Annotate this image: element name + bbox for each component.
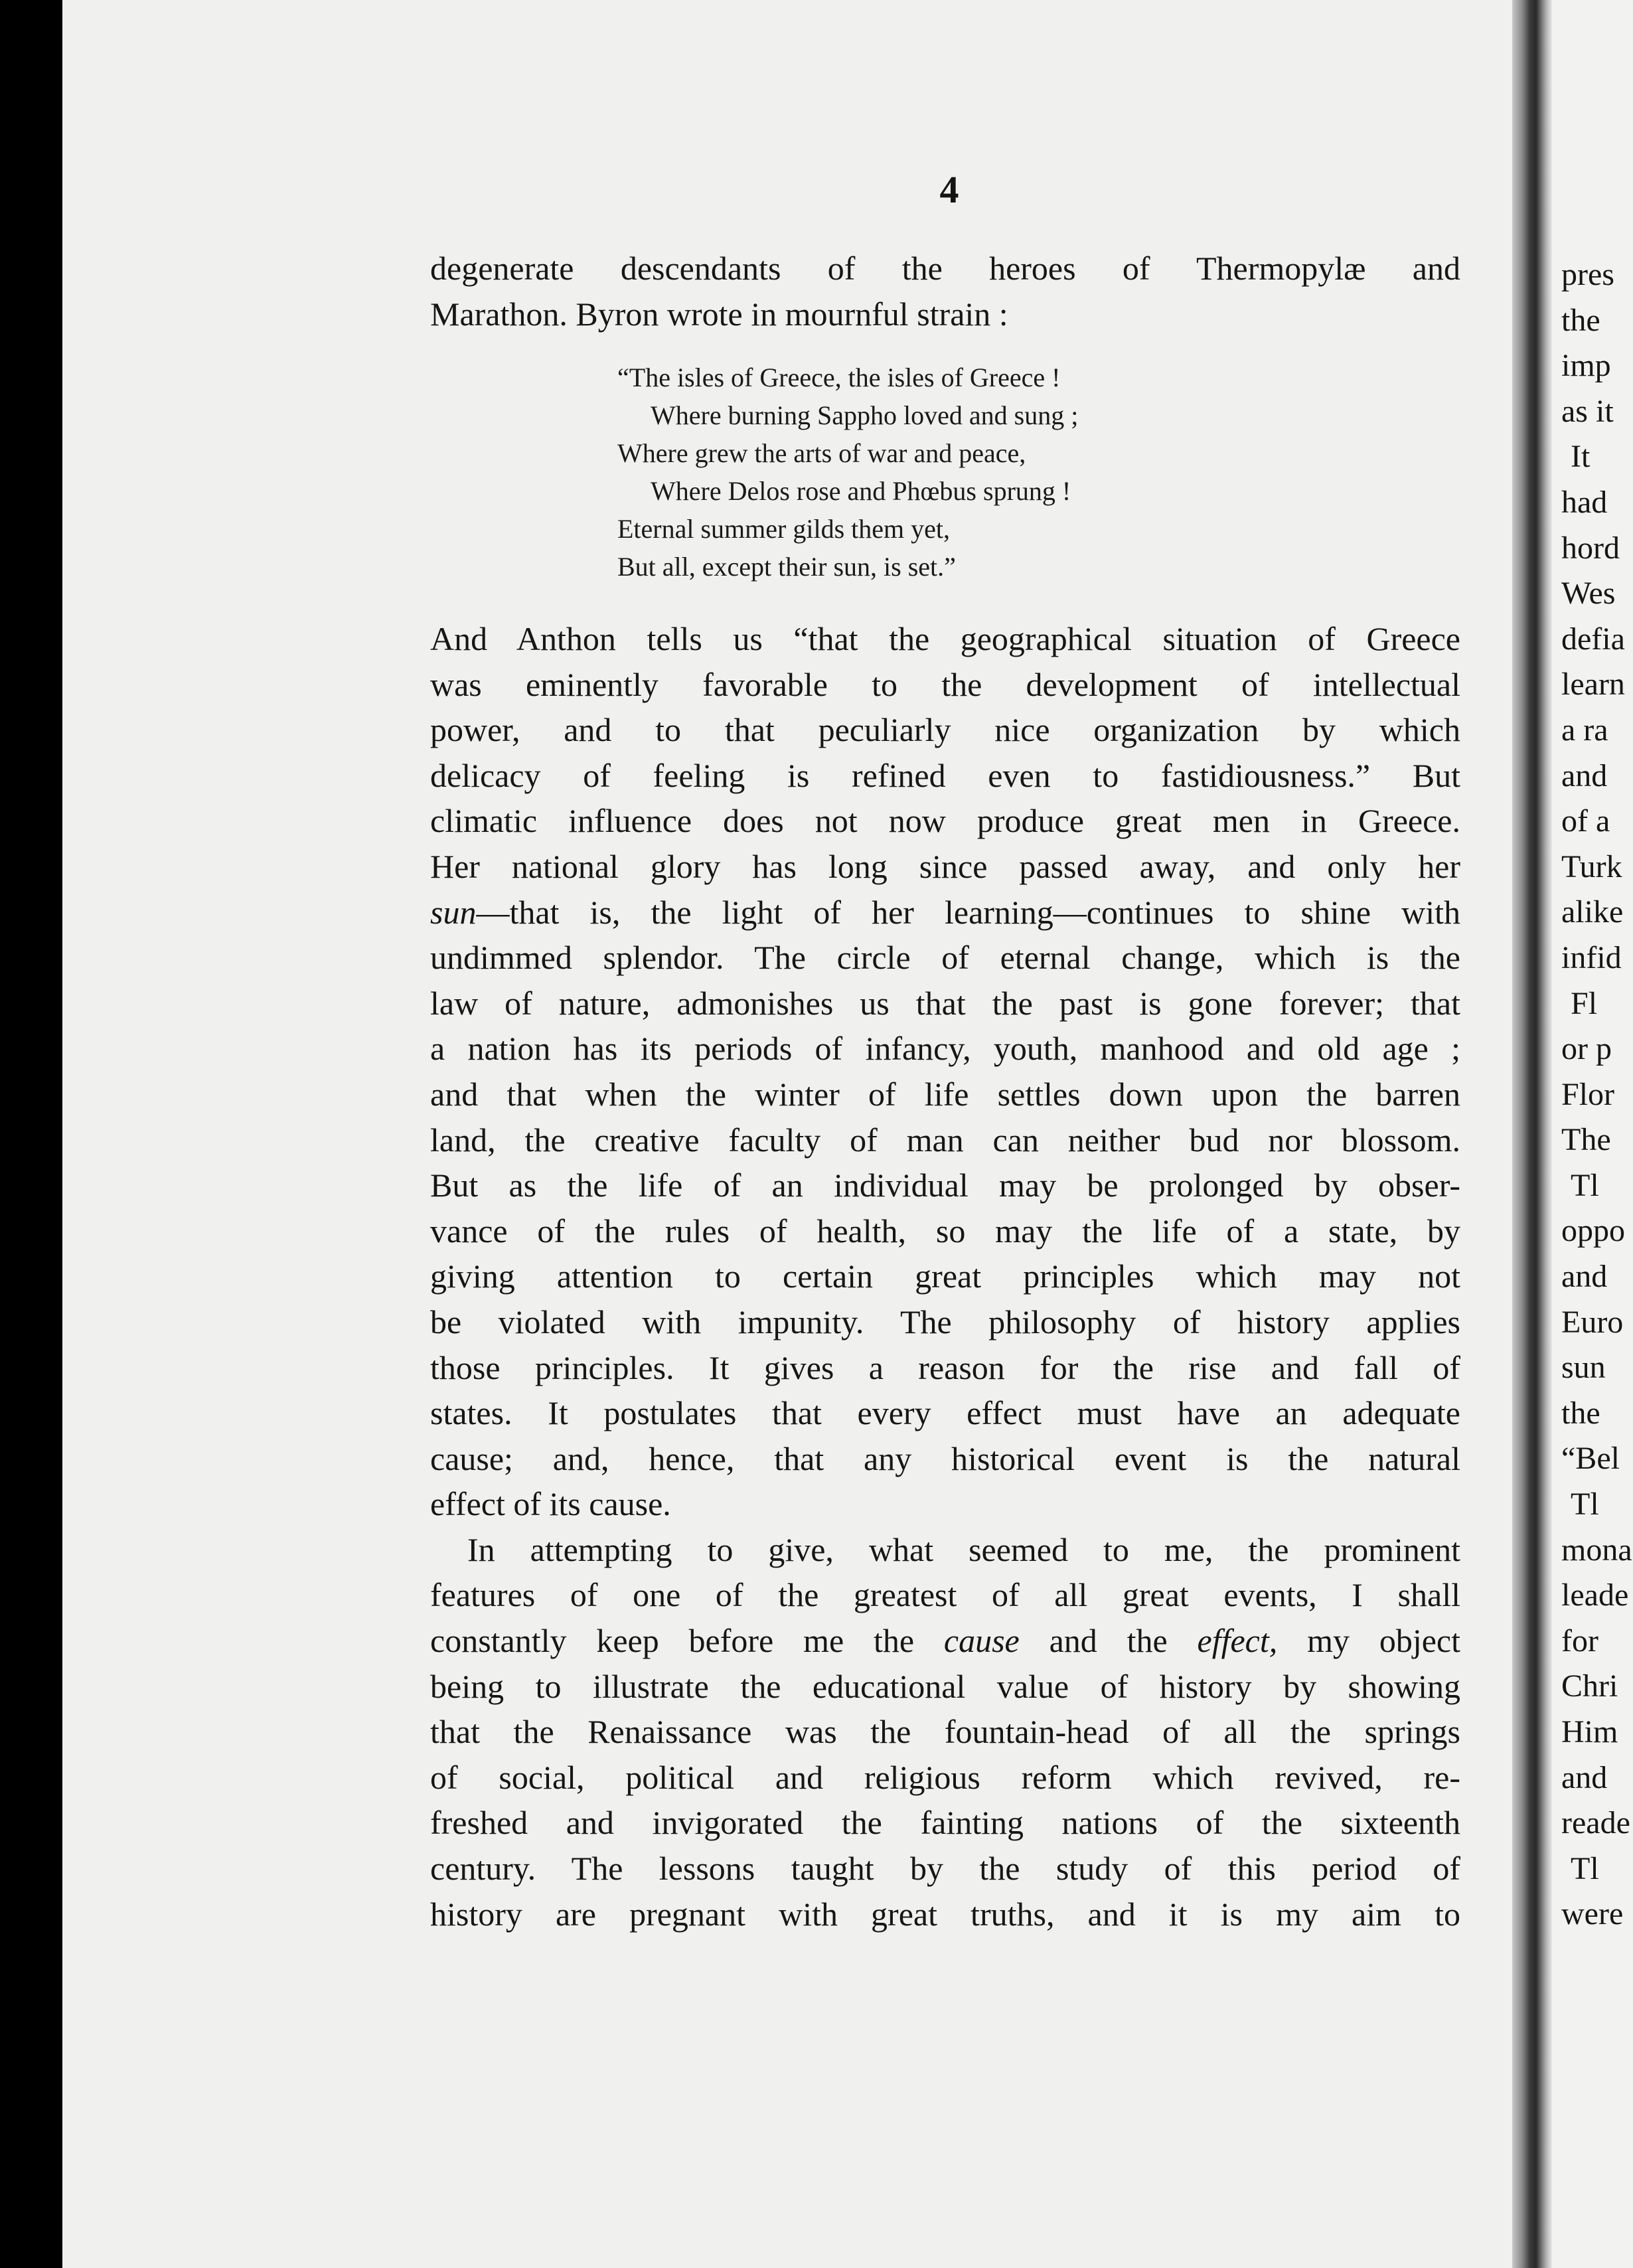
text-line: Marathon. Byron wrote in mournful strain : bbox=[430, 295, 1008, 333]
text-line-with-italics bbox=[430, 1618, 1460, 1664]
fragment-line: as it bbox=[1561, 393, 1614, 429]
right-page-text-fragments bbox=[1561, 252, 1633, 1937]
text-line: But as the life of an individual may be prolonged by obser- bbox=[430, 1167, 1460, 1204]
poem-line: But all, except their sun, is set.” bbox=[617, 552, 956, 582]
fragment-line: had bbox=[1561, 484, 1608, 520]
page-number: 4 bbox=[939, 168, 959, 211]
fragment-line: pres bbox=[1561, 257, 1614, 292]
fragment-line: defia bbox=[1561, 621, 1625, 657]
fragment-line: of a bbox=[1561, 803, 1610, 839]
poem-line: Where Delos rose and Phœbus sprung ! bbox=[651, 476, 1071, 506]
fragment-line: The bbox=[1561, 1122, 1611, 1158]
text-line: undimmed splendor. The circle of eternal change, which is the bbox=[430, 939, 1460, 977]
fragment-line: leade bbox=[1561, 1578, 1629, 1613]
text-line: freshed and invigorated the fainting nations of the sixteenth bbox=[430, 1804, 1460, 1842]
text-line: features of one of the greatest of all great events, I shall bbox=[430, 1576, 1460, 1614]
fragment-line: infid bbox=[1561, 939, 1622, 975]
fragment-line: Fl bbox=[1571, 985, 1598, 1021]
intro-text bbox=[430, 246, 1460, 337]
fragment-line: reade bbox=[1561, 1805, 1630, 1841]
fragment-line: hord bbox=[1561, 530, 1620, 566]
fragment-line: Tl bbox=[1571, 1487, 1599, 1522]
text-line: those principles. It gives a reason for the rise and fall of bbox=[430, 1348, 1460, 1386]
fragment-line: alike bbox=[1561, 894, 1624, 930]
poem-line: Eternal summer gilds them yet, bbox=[617, 514, 950, 544]
text-line: was eminently favorable to the development of intellectual bbox=[430, 665, 1460, 703]
left-scan-border bbox=[0, 0, 62, 2268]
fragment-line: were bbox=[1561, 1896, 1624, 1932]
fragment-line: learn bbox=[1561, 667, 1625, 702]
poem-line: Where grew the arts of war and peace, bbox=[617, 438, 1026, 468]
text-segment: my object bbox=[1277, 1622, 1460, 1660]
text-line: climatic influence does not now produce great men in Greece. bbox=[430, 802, 1460, 840]
poem-line: “The isles of Greece, the isles of Greece ! bbox=[617, 363, 1061, 392]
text-line: vance of the rules of health, so may the life of a state, by bbox=[430, 1212, 1460, 1250]
text-line: cause; and, hence, that any historical event is the natural bbox=[430, 1439, 1460, 1477]
text-line: degenerate descendants of the heroes of Thermopylæ and bbox=[430, 250, 1460, 287]
text-segment: and the bbox=[1019, 1622, 1198, 1660]
text-line: states. It postulates that every effect must have an adequate bbox=[430, 1394, 1460, 1432]
text-line: effect of its cause. bbox=[430, 1485, 671, 1523]
text-line: a nation has its periods of infancy, youth, manhood and old age ; bbox=[430, 1030, 1460, 1068]
italic-word: effect, bbox=[1197, 1622, 1278, 1660]
fragment-line: the bbox=[1561, 1395, 1600, 1431]
fragment-line: Turk bbox=[1561, 849, 1622, 884]
paragraph-anthon bbox=[430, 616, 1460, 1937]
byron-poem bbox=[617, 359, 1281, 586]
fragment-line: sun bbox=[1561, 1350, 1606, 1386]
poem-line: Where burning Sappho loved and sung ; bbox=[651, 400, 1079, 430]
text-line: that the Renaissance was the fountain-head of all the springs bbox=[430, 1713, 1460, 1751]
fragment-line: or p bbox=[1561, 1031, 1612, 1067]
text-line: And Anthon tells us “that the geographical situation of Greece bbox=[430, 620, 1460, 657]
text-line: being to illustrate the educational value of history by showing bbox=[430, 1667, 1460, 1705]
italic-word: cause bbox=[943, 1622, 1020, 1660]
fragment-line: Flor bbox=[1561, 1076, 1615, 1112]
text-line: Her national glory has long since passed away, and only her bbox=[430, 847, 1460, 885]
fragment-line: and bbox=[1561, 758, 1608, 793]
text-line: and that when the winter of life settles down upon the barren bbox=[430, 1075, 1460, 1113]
text-line: law of nature, admonishes us that the past is gone forever; that bbox=[430, 984, 1460, 1022]
book-gutter bbox=[1512, 0, 1552, 2268]
fragment-line: mona bbox=[1561, 1532, 1632, 1568]
text-line: land, the creative faculty of man can neither bud nor blossom. bbox=[430, 1121, 1460, 1159]
text-line: power, and to that peculiarly nice organization by which bbox=[430, 711, 1460, 749]
fragment-line: Euro bbox=[1561, 1304, 1624, 1340]
fragment-line: It bbox=[1571, 439, 1591, 475]
text-line: history are pregnant with great truths, and it is my aim to bbox=[430, 1895, 1460, 1933]
text-line: century. The lessons taught by the study of this period of bbox=[430, 1850, 1460, 1888]
fragment-line: Tl bbox=[1571, 1850, 1599, 1886]
fragment-line: and bbox=[1561, 1759, 1608, 1795]
text-line: In attempting to give, what seemed to me, the prominent bbox=[467, 1530, 1460, 1568]
text-line-with-italic bbox=[430, 890, 1460, 935]
text-line: giving attention to certain great principles which may not bbox=[430, 1257, 1460, 1295]
text-segment: constantly keep before me the bbox=[430, 1622, 944, 1660]
text-line: of social, political and religious reform which revived, re- bbox=[430, 1758, 1460, 1796]
fragment-line: for bbox=[1561, 1623, 1598, 1659]
italic-word: sun bbox=[430, 893, 477, 931]
fragment-line: oppo bbox=[1561, 1213, 1625, 1249]
fragment-line: Him bbox=[1561, 1714, 1618, 1749]
fragment-line: Chri bbox=[1561, 1668, 1618, 1704]
fragment-line: “Bel bbox=[1561, 1441, 1620, 1477]
text-line: be violated with impunity. The philosophy of history applies bbox=[430, 1303, 1460, 1340]
fragment-line: and bbox=[1561, 1259, 1608, 1295]
fragment-line: the bbox=[1561, 302, 1600, 338]
fragment-line: Tl bbox=[1571, 1167, 1599, 1203]
text-segment: —that is, the light of her learning—continues to shine with bbox=[476, 893, 1460, 931]
fragment-line: a ra bbox=[1561, 712, 1608, 748]
fragment-line: Wes bbox=[1561, 576, 1616, 611]
fragment-line: imp bbox=[1561, 348, 1611, 384]
text-line: delicacy of feeling is refined even to fastidiousness.” But bbox=[430, 756, 1460, 794]
